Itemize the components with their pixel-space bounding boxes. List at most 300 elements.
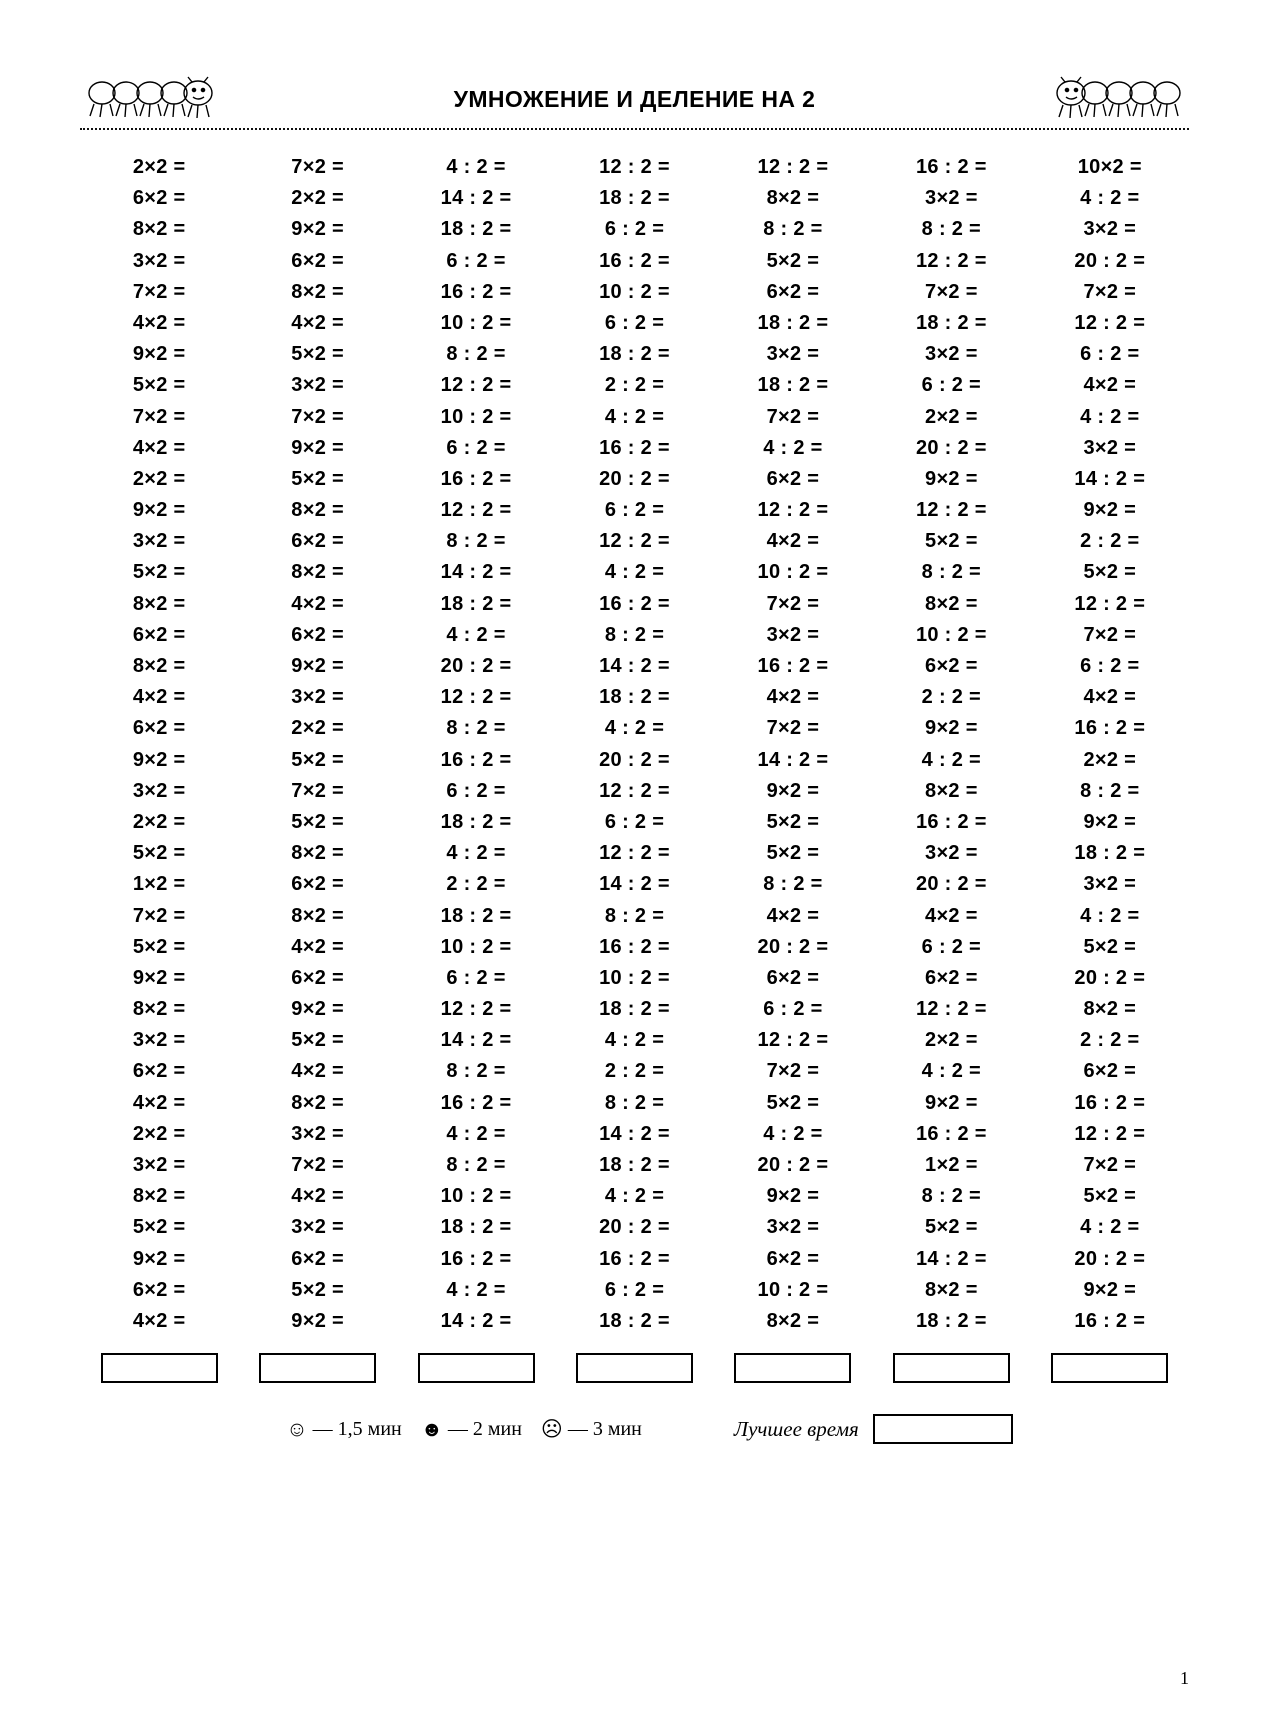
exercise-cell[interactable]: 12 : 2 =: [915, 249, 987, 272]
exercise-cell[interactable]: 16 : 2 =: [599, 436, 670, 459]
exercise-cell[interactable]: 12 : 2 =: [915, 998, 987, 1021]
exercise-cell[interactable]: 18 : 2 =: [440, 592, 512, 615]
best-time-input[interactable]: [873, 1414, 1013, 1444]
exercise-cell[interactable]: 16 : 2 =: [599, 1247, 670, 1270]
exercise-cell[interactable]: 9×2 =: [1083, 810, 1137, 833]
exercise-cell[interactable]: 6 : 2 =: [604, 499, 665, 522]
exercise-cell[interactable]: 9×2 =: [132, 1247, 186, 1270]
exercise-cell[interactable]: 20 : 2 =: [757, 935, 829, 958]
exercise-cell[interactable]: 8×2 =: [766, 1309, 820, 1332]
exercise-cell[interactable]: 16 : 2 =: [440, 1247, 512, 1270]
exercise-cell[interactable]: 16 : 2 =: [440, 1091, 512, 1114]
time-legend: [286, 1418, 642, 1441]
exercise-cell[interactable]: 6×2 =: [766, 280, 820, 303]
exercise-cell[interactable]: 3×2 =: [291, 374, 344, 397]
exercise-cell[interactable]: 5×2 =: [925, 1216, 978, 1239]
column-time-input[interactable]: [576, 1353, 693, 1383]
exercise-cell[interactable]: 4×2 =: [132, 311, 186, 334]
exercise-cell[interactable]: 6 : 2 =: [604, 218, 665, 241]
exercise-cell[interactable]: 10 : 2 =: [440, 311, 512, 334]
exercise-cell[interactable]: 3×2 =: [291, 686, 344, 709]
exercise-cell[interactable]: 7×2 =: [766, 405, 820, 428]
exercise-cell[interactable]: 4 : 2 =: [604, 1185, 665, 1208]
exercise-cell[interactable]: 5×2 =: [291, 467, 344, 490]
exercise-cell[interactable]: 6×2 =: [1083, 1060, 1137, 1083]
exercise-cell[interactable]: 20 : 2 =: [599, 467, 670, 490]
exercise-cell[interactable]: 7×2 =: [766, 592, 820, 615]
smiley-neutral-icon: ☻: [420, 1417, 443, 1441]
exercise-cell[interactable]: 7×2 =: [766, 1060, 820, 1083]
exercise-cell[interactable]: 3×2 =: [766, 623, 820, 646]
exercise-cell[interactable]: 14 : 2 =: [599, 655, 670, 677]
exercise-cell[interactable]: 4 : 2 =: [446, 623, 506, 646]
exercise-cell[interactable]: 4×2 =: [132, 1091, 186, 1114]
exercise-cell[interactable]: 20 : 2 =: [440, 655, 512, 677]
exercise-cell[interactable]: 7×2 =: [925, 280, 978, 303]
exercise-cell[interactable]: 10×2 =: [1077, 156, 1142, 178]
exercise-cell[interactable]: 4×2 =: [1083, 374, 1137, 397]
exercise-cell[interactable]: 10 : 2 =: [440, 405, 512, 428]
exercise-cell[interactable]: 6 : 2 =: [446, 436, 506, 459]
exercise-cell[interactable]: 4×2 =: [132, 1309, 186, 1332]
exercise-cell[interactable]: 6 : 2 =: [446, 966, 506, 989]
exercise-cell[interactable]: 6 : 2 =: [446, 249, 506, 272]
exercise-cell[interactable]: 6×2 =: [132, 717, 186, 740]
exercise-cell[interactable]: 6 : 2 =: [1080, 655, 1140, 677]
exercise-cell[interactable]: 4 : 2 =: [446, 156, 506, 178]
exercise-cell[interactable]: 6 : 2 =: [604, 1278, 665, 1301]
exercise-cell[interactable]: 12 : 2 =: [1074, 1122, 1146, 1145]
exercise-cell[interactable]: 9×2 =: [132, 343, 186, 366]
exercise-cell[interactable]: 16 : 2 =: [757, 655, 829, 677]
answer-box-wrapper: [397, 1353, 555, 1383]
exercise-cell[interactable]: 4 : 2 =: [446, 842, 506, 865]
exercise-cell[interactable]: 8 : 2 =: [446, 343, 506, 366]
answer-box-wrapper: [80, 1353, 238, 1383]
exercise-cell[interactable]: 14 : 2 =: [440, 1309, 512, 1332]
exercise-cell[interactable]: 4×2 =: [132, 686, 186, 709]
exercise-cell[interactable]: 10 : 2 =: [599, 280, 670, 303]
exercise-cell[interactable]: 8 : 2 =: [446, 530, 506, 553]
exercise-cell[interactable]: 12 : 2 =: [440, 499, 512, 522]
exercise-cell[interactable]: 8 : 2 =: [446, 1060, 506, 1083]
exercise-cell[interactable]: 3×2 =: [291, 1216, 344, 1239]
exercise-cell[interactable]: 9×2 =: [291, 436, 344, 459]
exercise-cell[interactable]: 16 : 2 =: [1074, 717, 1146, 740]
exercise-cell[interactable]: 12 : 2 =: [1074, 592, 1146, 615]
exercise-cell[interactable]: 12 : 2 =: [599, 779, 670, 802]
exercise-cell[interactable]: 10 : 2 =: [757, 1278, 829, 1301]
exercise-cell[interactable]: 4×2 =: [291, 1185, 344, 1208]
exercise-cell[interactable]: 12 : 2 =: [440, 374, 512, 397]
exercise-cell[interactable]: 8×2 =: [925, 1278, 978, 1301]
exercise-cell[interactable]: 9×2 =: [925, 717, 978, 740]
exercise-cell[interactable]: 2×2 =: [925, 405, 978, 428]
exercise-cell[interactable]: 6×2 =: [766, 966, 820, 989]
exercise-cell[interactable]: 18 : 2 =: [1074, 842, 1146, 865]
exercise-cell[interactable]: 4×2 =: [291, 592, 344, 615]
exercise-cell[interactable]: 8×2 =: [132, 998, 186, 1021]
exercise-cell[interactable]: 16 : 2 =: [915, 156, 987, 178]
exercise-cell[interactable]: 5×2 =: [1083, 1185, 1137, 1208]
exercise-cell[interactable]: 5×2 =: [132, 561, 186, 584]
exercise-cell[interactable]: 16 : 2 =: [440, 748, 512, 771]
exercise-cell[interactable]: 9×2 =: [291, 1309, 344, 1332]
exercise-cell[interactable]: 8 : 2 =: [604, 1091, 665, 1114]
exercise-cell[interactable]: 4 : 2 =: [921, 748, 982, 771]
exercise-cell[interactable]: 8×2 =: [1083, 998, 1137, 1021]
exercise-cell[interactable]: 18 : 2 =: [915, 1309, 987, 1332]
page-header: [80, 70, 1189, 130]
exercise-cell[interactable]: 8×2 =: [925, 779, 978, 802]
answer-box-wrapper: [1031, 1353, 1189, 1383]
exercise-cell[interactable]: 6×2 =: [132, 1060, 186, 1083]
answer-box-wrapper: [555, 1353, 713, 1383]
exercise-cell[interactable]: 12 : 2 =: [599, 530, 670, 553]
exercise-cell[interactable]: 4×2 =: [291, 311, 344, 334]
exercise-cell[interactable]: 18 : 2 =: [915, 311, 987, 334]
exercise-cell[interactable]: 8×2 =: [291, 1091, 344, 1114]
exercise-cell[interactable]: 12 : 2 =: [1074, 311, 1146, 334]
exercise-cell[interactable]: 9×2 =: [291, 218, 344, 241]
exercise-cell[interactable]: 20 : 2 =: [1074, 966, 1146, 989]
exercise-cell[interactable]: 6×2 =: [766, 467, 820, 490]
page-number: 1: [1180, 1668, 1189, 1688]
exercise-cell[interactable]: 2×2 =: [925, 1029, 978, 1052]
exercise-cell[interactable]: 2 : 2 =: [921, 686, 982, 709]
exercise-cell[interactable]: 5×2 =: [132, 1216, 186, 1239]
exercise-cell[interactable]: 16 : 2 =: [915, 1122, 987, 1145]
smiley-sad-icon: ☹: [540, 1417, 563, 1441]
exercise-cell[interactable]: 8×2 =: [291, 904, 344, 927]
exercise-cell[interactable]: 5×2 =: [766, 810, 820, 833]
exercise-cell[interactable]: 8 : 2 =: [446, 717, 506, 740]
exercise-cell[interactable]: 7×2 =: [132, 904, 186, 927]
exercise-cell[interactable]: 14 : 2 =: [915, 1247, 987, 1270]
exercise-cell[interactable]: 6 : 2 =: [604, 311, 665, 334]
exercise-cell[interactable]: 6×2 =: [291, 530, 344, 553]
exercise-cell[interactable]: 7×2 =: [291, 156, 344, 178]
page-footer: [80, 1409, 1189, 1449]
exercise-cell[interactable]: 6×2 =: [925, 655, 978, 677]
exercise-cell[interactable]: 3×2 =: [925, 343, 978, 366]
exercise-cell[interactable]: 16 : 2 =: [440, 280, 512, 303]
exercise-cell[interactable]: 8 : 2 =: [921, 218, 982, 241]
exercise-cell[interactable]: 2 : 2 =: [1080, 1029, 1140, 1052]
exercise-cell[interactable]: 18 : 2 =: [440, 810, 512, 833]
exercise-cell[interactable]: 1×2 =: [132, 873, 186, 896]
exercise-cell[interactable]: 18 : 2 =: [757, 374, 829, 397]
exercise-cell[interactable]: 3×2 =: [1083, 873, 1137, 896]
exercise-cell[interactable]: 18 : 2 =: [599, 998, 670, 1021]
exercise-cell[interactable]: 2 : 2 =: [446, 873, 506, 896]
exercise-cell[interactable]: 4 : 2 =: [446, 1278, 506, 1301]
exercise-cell[interactable]: 3×2 =: [1083, 436, 1137, 459]
exercise-cell[interactable]: 9×2 =: [925, 467, 978, 490]
exercise-cell[interactable]: 3×2 =: [132, 249, 186, 272]
exercise-cell[interactable]: 9×2 =: [1083, 1278, 1137, 1301]
exercise-cell[interactable]: 14 : 2 =: [440, 187, 512, 210]
exercise-cell[interactable]: 20 : 2 =: [599, 1216, 670, 1239]
exercise-cell[interactable]: 6×2 =: [132, 1278, 186, 1301]
exercise-cell[interactable]: 7×2 =: [1083, 623, 1137, 646]
exercise-cell[interactable]: 3×2 =: [132, 1029, 186, 1052]
exercise-cell[interactable]: 9×2 =: [132, 748, 186, 771]
exercise-cell[interactable]: 9×2 =: [291, 655, 344, 677]
exercise-cell[interactable]: 4 : 2 =: [1080, 904, 1140, 927]
exercise-cell[interactable]: 3×2 =: [132, 1154, 186, 1176]
exercise-cell[interactable]: 10 : 2 =: [440, 1185, 512, 1208]
exercise-cell[interactable]: 8 : 2 =: [921, 1185, 982, 1208]
exercise-cell[interactable]: 20 : 2 =: [915, 873, 987, 896]
exercise-cell[interactable]: 12 : 2 =: [440, 686, 512, 709]
exercise-cell[interactable]: 18 : 2 =: [599, 686, 670, 709]
exercise-cell[interactable]: 12 : 2 =: [757, 1029, 829, 1052]
exercise-cell[interactable]: 6 : 2 =: [921, 935, 982, 958]
exercise-cell[interactable]: 6 : 2 =: [604, 810, 665, 833]
exercise-cell[interactable]: 8×2 =: [291, 499, 344, 522]
exercise-grid: [80, 152, 1189, 1337]
best-time-label: Лучшее время: [733, 1416, 859, 1441]
exercise-cell[interactable]: 7×2 =: [766, 717, 820, 740]
exercise-cell[interactable]: 8×2 =: [925, 592, 978, 615]
exercise-cell[interactable]: 14 : 2 =: [757, 748, 829, 771]
exercise-cell[interactable]: 4 : 2 =: [1080, 405, 1140, 428]
legend-time-3: 3 мин: [592, 1417, 642, 1440]
legend-dash-2: —: [447, 1417, 468, 1440]
legend-time-2: 2 мин: [472, 1417, 522, 1440]
exercise-cell[interactable]: 6×2 =: [766, 1247, 820, 1270]
exercise-cell[interactable]: 18 : 2 =: [440, 904, 512, 927]
exercise-cell[interactable]: 16 : 2 =: [915, 810, 987, 833]
exercise-cell[interactable]: 8 : 2 =: [604, 623, 665, 646]
exercise-cell[interactable]: 8 : 2 =: [921, 561, 982, 584]
exercise-cell[interactable]: 18 : 2 =: [599, 1154, 670, 1176]
exercise-cell[interactable]: 6×2 =: [132, 187, 186, 210]
exercise-cell[interactable]: 4 : 2 =: [446, 1122, 506, 1145]
exercise-cell[interactable]: 9×2 =: [766, 1185, 820, 1208]
exercise-cell[interactable]: 5×2 =: [132, 935, 186, 958]
exercise-cell[interactable]: 6×2 =: [291, 966, 344, 989]
exercise-cell[interactable]: 9×2 =: [291, 998, 344, 1021]
exercise-cell[interactable]: 5×2 =: [132, 842, 186, 865]
exercise-cell[interactable]: 7×2 =: [291, 779, 344, 802]
exercise-cell[interactable]: 4×2 =: [132, 436, 186, 459]
exercise-cell[interactable]: 14 : 2 =: [599, 873, 670, 896]
exercise-cell[interactable]: 4×2 =: [291, 935, 344, 958]
exercise-cell[interactable]: 8 : 2 =: [763, 218, 823, 241]
exercise-cell[interactable]: 5×2 =: [291, 1278, 344, 1301]
exercise-cell[interactable]: 7×2 =: [291, 405, 344, 428]
exercise-cell[interactable]: 3×2 =: [291, 1122, 344, 1145]
exercise-cell[interactable]: 16 : 2 =: [599, 249, 670, 272]
exercise-cell[interactable]: 8 : 2 =: [604, 904, 665, 927]
column-time-input[interactable]: [259, 1353, 376, 1383]
column-time-input[interactable]: [734, 1353, 851, 1383]
exercise-cell[interactable]: 2×2 =: [291, 717, 344, 740]
exercise-cell[interactable]: 7×2 =: [291, 1154, 344, 1176]
exercise-cell[interactable]: 7×2 =: [1083, 280, 1137, 303]
exercise-cell[interactable]: 14 : 2 =: [1074, 467, 1146, 490]
exercise-cell[interactable]: 4 : 2 =: [604, 1029, 665, 1052]
exercise-cell[interactable]: 16 : 2 =: [440, 467, 512, 490]
exercise-cell[interactable]: 14 : 2 =: [440, 1029, 512, 1052]
exercise-cell[interactable]: 2 : 2 =: [604, 374, 665, 397]
exercise-cell[interactable]: 18 : 2 =: [599, 187, 670, 210]
exercise-cell[interactable]: 2×2 =: [1083, 748, 1137, 771]
exercise-cell[interactable]: 18 : 2 =: [599, 1309, 670, 1332]
exercise-cell[interactable]: 18 : 2 =: [440, 218, 512, 241]
exercise-cell[interactable]: 3×2 =: [132, 779, 186, 802]
exercise-cell[interactable]: 12 : 2 =: [440, 998, 512, 1021]
exercise-cell[interactable]: 3×2 =: [925, 842, 978, 865]
exercise-cell[interactable]: 4 : 2 =: [1080, 187, 1140, 210]
exercise-cell[interactable]: 6×2 =: [132, 623, 186, 646]
exercise-cell[interactable]: 16 : 2 =: [1074, 1091, 1146, 1114]
exercise-cell[interactable]: 5×2 =: [291, 748, 344, 771]
exercise-cell[interactable]: 5×2 =: [291, 810, 344, 833]
column-time-input[interactable]: [1051, 1353, 1168, 1383]
exercise-cell[interactable]: 3×2 =: [925, 187, 978, 210]
exercise-cell[interactable]: 4 : 2 =: [604, 561, 665, 584]
exercise-cell[interactable]: 6×2 =: [291, 623, 344, 646]
exercise-cell[interactable]: 4 : 2 =: [921, 1060, 982, 1083]
exercise-cell[interactable]: 4×2 =: [766, 686, 820, 709]
answer-box-wrapper: [238, 1353, 396, 1383]
exercise-cell[interactable]: 8×2 =: [132, 655, 186, 677]
exercise-cell[interactable]: 20 : 2 =: [1074, 1247, 1146, 1270]
exercise-cell[interactable]: 9×2 =: [1083, 499, 1137, 522]
exercise-cell[interactable]: 10 : 2 =: [915, 623, 987, 646]
caterpillar-icon: [80, 76, 230, 120]
exercise-cell[interactable]: 8×2 =: [291, 561, 344, 584]
exercise-cell[interactable]: 8×2 =: [132, 1185, 186, 1208]
exercise-cell[interactable]: 9×2 =: [132, 499, 186, 522]
exercise-cell[interactable]: 4 : 2 =: [763, 436, 823, 459]
exercise-cell[interactable]: 4 : 2 =: [1080, 1216, 1140, 1239]
exercise-cell[interactable]: 9×2 =: [766, 779, 820, 802]
exercise-cell[interactable]: 6×2 =: [925, 966, 978, 989]
exercise-cell[interactable]: 5×2 =: [291, 1029, 344, 1052]
column-time-input[interactable]: [101, 1353, 218, 1383]
exercise-cell[interactable]: 9×2 =: [132, 966, 186, 989]
exercise-cell[interactable]: 4×2 =: [766, 904, 820, 927]
exercise-cell[interactable]: 8×2 =: [132, 592, 186, 615]
exercise-cell[interactable]: 8 : 2 =: [1080, 779, 1140, 802]
exercise-cell[interactable]: 6 : 2 =: [921, 374, 982, 397]
exercise-cell[interactable]: 8 : 2 =: [446, 1154, 506, 1176]
exercise-cell[interactable]: 4 : 2 =: [604, 405, 665, 428]
exercise-cell[interactable]: 2×2 =: [132, 467, 186, 490]
exercise-cell[interactable]: 4 : 2 =: [604, 717, 665, 740]
exercise-cell[interactable]: 5×2 =: [291, 343, 344, 366]
exercise-cell[interactable]: 16 : 2 =: [599, 935, 670, 958]
answer-box-wrapper: [714, 1353, 872, 1383]
exercise-cell[interactable]: 6 : 2 =: [446, 779, 506, 802]
smiley-happy-icon: ☺: [286, 1417, 308, 1441]
exercise-cell[interactable]: 12 : 2 =: [599, 156, 670, 178]
exercise-cell[interactable]: 8×2 =: [766, 187, 820, 210]
answer-boxes-row: [80, 1353, 1189, 1383]
exercise-cell[interactable]: 4×2 =: [925, 904, 978, 927]
exercise-cell[interactable]: 10 : 2 =: [757, 561, 829, 584]
exercise-cell[interactable]: 2 : 2 =: [604, 1060, 665, 1083]
exercise-cell[interactable]: 1×2 =: [925, 1154, 978, 1176]
exercise-cell[interactable]: 16 : 2 =: [1074, 1309, 1146, 1332]
exercise-cell[interactable]: 6 : 2 =: [1080, 343, 1140, 366]
exercise-cell[interactable]: 5×2 =: [132, 374, 186, 397]
exercise-cell[interactable]: 2×2 =: [132, 1122, 186, 1145]
exercise-cell[interactable]: 5×2 =: [925, 530, 978, 553]
legend-time-1: 1,5 мин: [337, 1417, 402, 1440]
exercise-cell[interactable]: 14 : 2 =: [440, 561, 512, 584]
answer-box-wrapper: [872, 1353, 1030, 1383]
exercise-cell[interactable]: 12 : 2 =: [599, 842, 670, 865]
exercise-cell[interactable]: 4×2 =: [1083, 686, 1137, 709]
exercise-cell[interactable]: 6×2 =: [291, 1247, 344, 1270]
exercise-cell[interactable]: 4×2 =: [291, 1060, 344, 1083]
exercise-cell[interactable]: 14 : 2 =: [599, 1122, 670, 1145]
exercise-cell[interactable]: 20 : 2 =: [915, 436, 987, 459]
exercise-cell[interactable]: 5×2 =: [766, 1091, 820, 1114]
exercise-cell[interactable]: 7×2 =: [132, 280, 186, 303]
exercise-cell[interactable]: 6×2 =: [291, 873, 344, 896]
exercise-cell[interactable]: 3×2 =: [1083, 218, 1137, 241]
exercise-cell[interactable]: 2×2 =: [132, 156, 186, 178]
exercise-cell[interactable]: 12 : 2 =: [915, 499, 987, 522]
exercise-cell[interactable]: 5×2 =: [766, 842, 820, 865]
exercise-cell[interactable]: 6×2 =: [291, 249, 344, 272]
exercise-cell[interactable]: 4 : 2 =: [763, 1122, 823, 1145]
exercise-cell[interactable]: 6 : 2 =: [763, 998, 823, 1021]
exercise-cell[interactable]: 10 : 2 =: [440, 935, 512, 958]
exercise-cell[interactable]: 5×2 =: [1083, 935, 1137, 958]
exercise-cell[interactable]: 8 : 2 =: [763, 873, 823, 896]
exercise-cell[interactable]: 9×2 =: [925, 1091, 978, 1114]
exercise-cell[interactable]: 20 : 2 =: [599, 748, 670, 771]
exercise-cell[interactable]: 12 : 2 =: [757, 156, 829, 178]
exercise-cell[interactable]: 3×2 =: [132, 530, 186, 553]
page-title: УМНОЖЕНИЕ И ДЕЛЕНИЕ НА 2: [453, 85, 816, 112]
legend-dash-1: —: [312, 1417, 333, 1440]
exercise-cell[interactable]: 5×2 =: [1083, 561, 1137, 584]
exercise-cell[interactable]: 20 : 2 =: [757, 1154, 829, 1176]
exercise-cell[interactable]: 7×2 =: [1083, 1154, 1137, 1176]
exercise-cell[interactable]: 3×2 =: [766, 1216, 820, 1239]
exercise-cell[interactable]: 8×2 =: [291, 842, 344, 865]
column-time-input[interactable]: [418, 1353, 535, 1383]
exercise-cell[interactable]: 18 : 2 =: [757, 311, 829, 334]
exercise-cell[interactable]: 2 : 2 =: [1080, 530, 1140, 553]
exercise-cell[interactable]: 2×2 =: [291, 187, 344, 210]
exercise-cell[interactable]: 12 : 2 =: [757, 499, 829, 522]
legend-dash-3: —: [567, 1417, 588, 1440]
exercise-cell[interactable]: 5×2 =: [766, 249, 820, 272]
exercise-cell[interactable]: 18 : 2 =: [599, 343, 670, 366]
exercise-cell[interactable]: 8×2 =: [132, 218, 186, 241]
caterpillar-icon: [1039, 76, 1189, 120]
exercise-cell[interactable]: 2×2 =: [132, 810, 186, 833]
exercise-cell[interactable]: 7×2 =: [132, 405, 186, 428]
exercise-cell[interactable]: 4×2 =: [766, 530, 820, 553]
exercise-cell[interactable]: 8×2 =: [291, 280, 344, 303]
exercise-cell[interactable]: 10 : 2 =: [599, 966, 670, 989]
exercise-cell[interactable]: 20 : 2 =: [1074, 249, 1146, 272]
exercise-cell[interactable]: 3×2 =: [766, 343, 820, 366]
exercise-cell[interactable]: 16 : 2 =: [599, 592, 670, 615]
column-time-input[interactable]: [893, 1353, 1010, 1383]
exercise-cell[interactable]: 18 : 2 =: [440, 1216, 512, 1239]
